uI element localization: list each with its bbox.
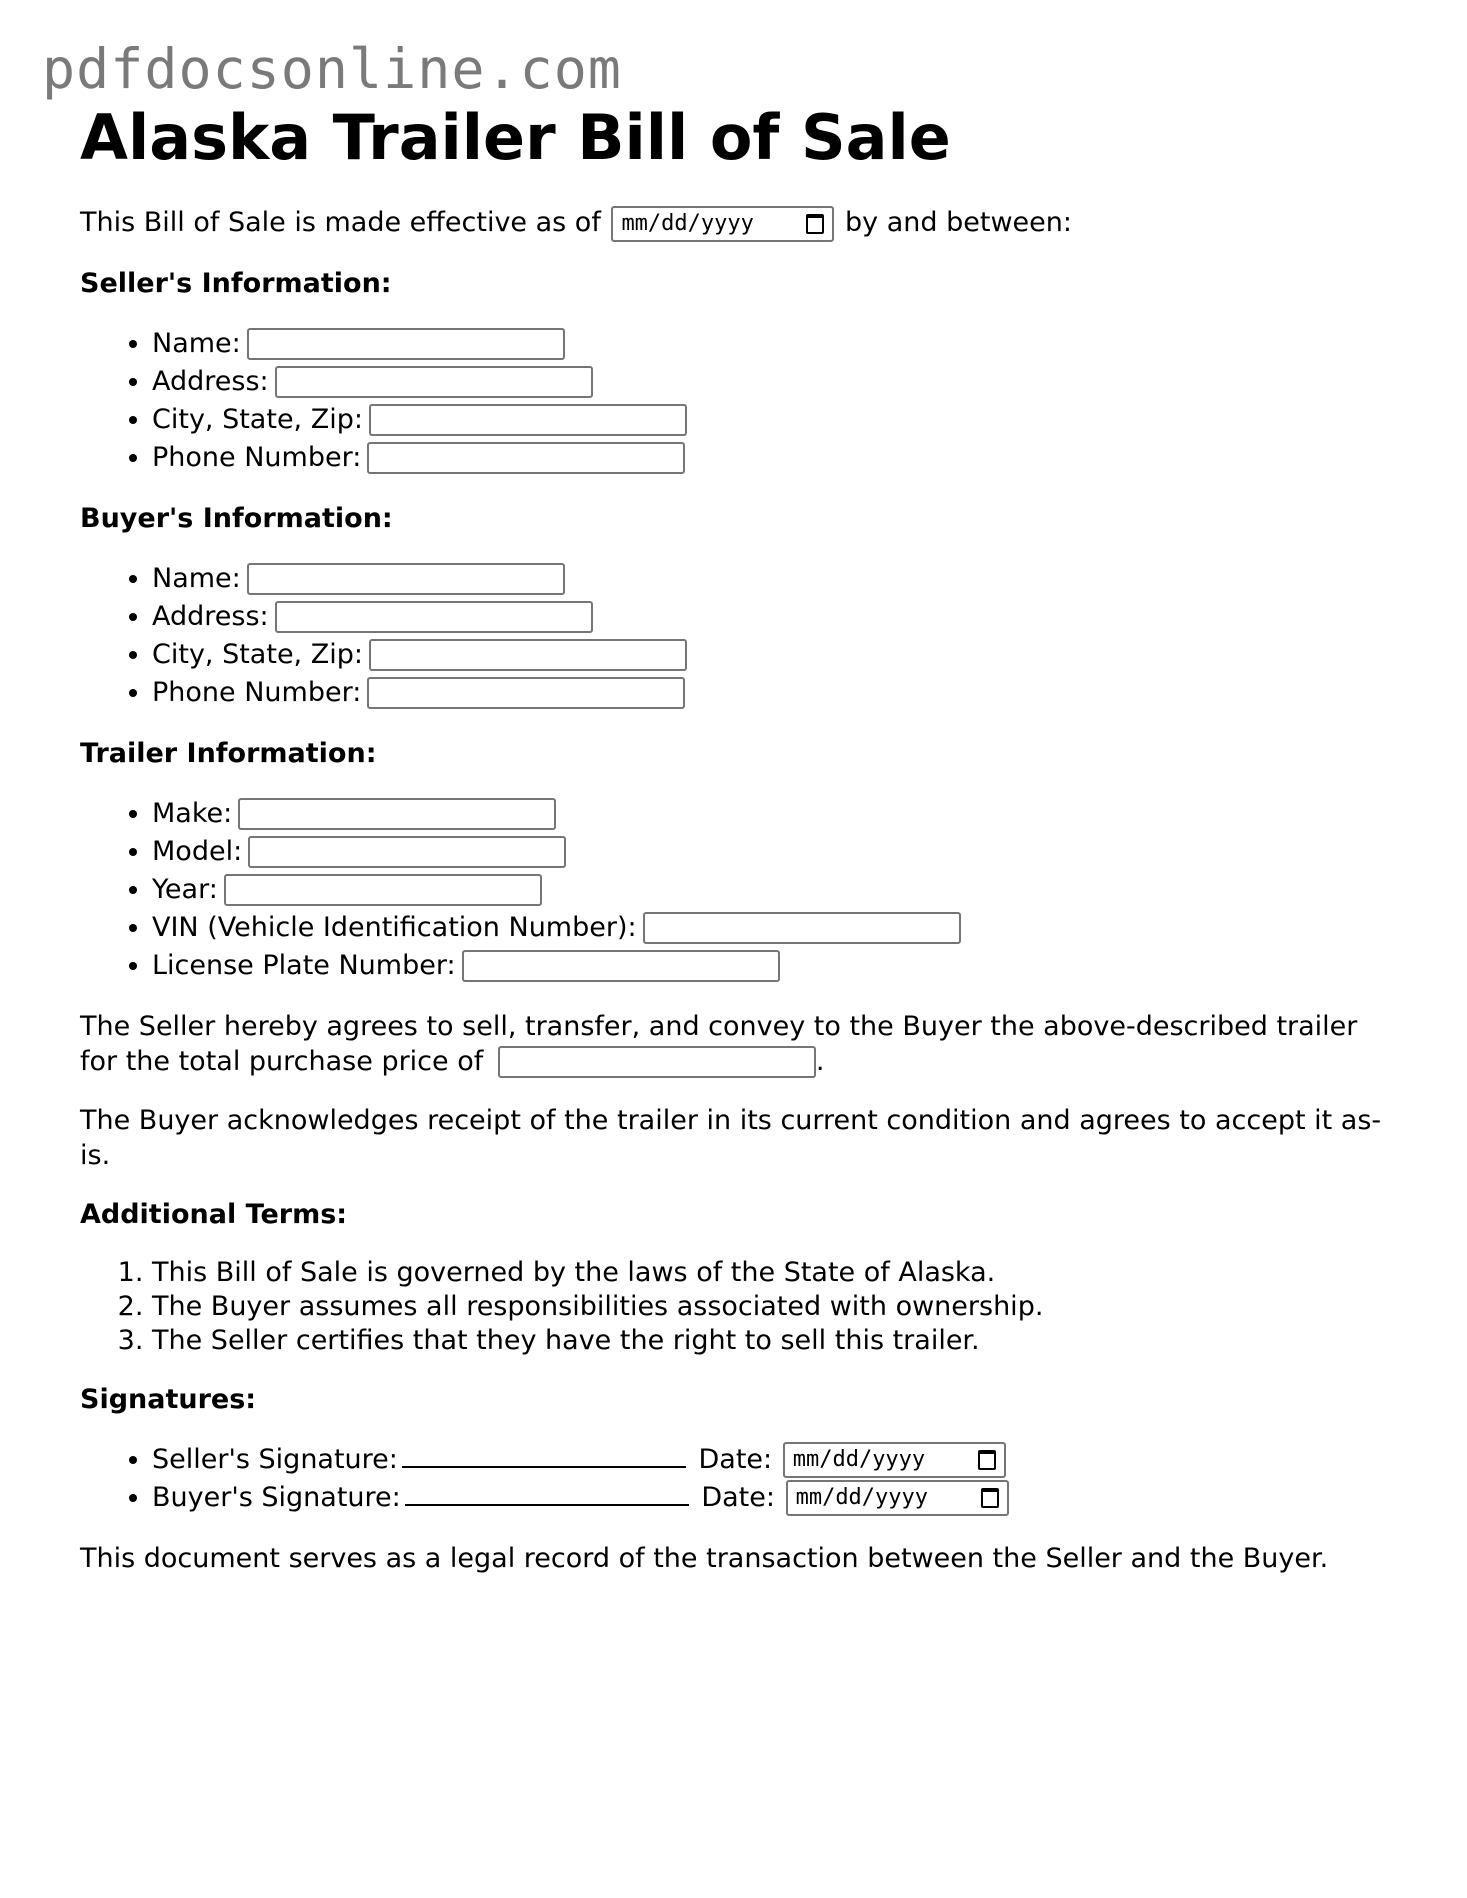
watermark: pdfdocsonline.com <box>42 37 622 101</box>
buyer-fields <box>80 560 1400 712</box>
seller-fields <box>80 325 1400 477</box>
trailer-heading: Trailer Information: <box>80 737 377 769</box>
buyer-heading: Buyer's Information: <box>80 502 393 534</box>
trailer-make-row: • Make: <box>152 795 1400 833</box>
seller-city-row: • City, State, Zip: <box>152 401 1400 439</box>
buyer-signature-line[interactable] <box>405 1480 689 1506</box>
term-item: 2. The Buyer assumes all responsibilities associated with ownership. <box>152 1290 1400 1324</box>
trailer-plate-input[interactable] <box>462 950 780 982</box>
trailer-year-input[interactable] <box>224 874 542 906</box>
trailer-year-row: • Year: <box>152 871 1400 909</box>
buyer-date-input[interactable]: mm/dd/yyyy <box>786 1480 1009 1516</box>
terms-list <box>80 1256 1400 1358</box>
term-item: 1. This Bill of Sale is governed by the laws of the State of Alaska. <box>152 1256 1400 1290</box>
seller-signature-line[interactable] <box>402 1442 686 1468</box>
effective-date-input[interactable]: mm/dd/yyyy <box>611 206 834 242</box>
buyer-phone-row: • Phone Number: <box>152 674 1400 712</box>
trailer-make-input[interactable] <box>238 798 556 830</box>
signatures-list <box>80 1441 1400 1517</box>
seller-signature-row: • Seller's Signature: Date: mm/dd/yyyy <box>152 1441 1400 1479</box>
seller-phone-row: • Phone Number: <box>152 439 1400 477</box>
terms-heading: Additional Terms: <box>80 1198 348 1230</box>
intro-paragraph <box>80 205 1400 242</box>
seller-address-row: • Address: <box>152 363 1400 401</box>
trailer-model-input[interactable] <box>248 836 566 868</box>
document-body <box>80 205 1400 1576</box>
buyer-phone-input[interactable] <box>367 677 685 709</box>
seller-name-row: • Name: <box>152 325 1400 363</box>
intro-text-after: by and between: <box>845 207 1072 238</box>
buyer-city-row: • City, State, Zip: <box>152 636 1400 674</box>
trailer-fields <box>80 795 1400 985</box>
purchase-price-input[interactable] <box>498 1046 816 1078</box>
trailer-vin-input[interactable] <box>643 912 961 944</box>
intro-text-before: This Bill of Sale is made effective as of <box>80 207 601 238</box>
buyer-name-row: • Name: <box>152 560 1400 598</box>
buyer-signature-row: • Buyer's Signature: Date: mm/dd/yyyy <box>152 1479 1400 1517</box>
trailer-plate-row: • License Plate Number: <box>152 947 1400 985</box>
seller-address-input[interactable] <box>275 366 593 398</box>
calendar-icon <box>806 214 824 234</box>
closing-paragraph: This document serves as a legal record of the transaction between the Seller and the Buyer. <box>80 1542 1329 1574</box>
seller-heading: Seller's Information: <box>80 267 392 299</box>
seller-name-input[interactable] <box>247 328 565 360</box>
calendar-icon <box>981 1488 999 1508</box>
buyer-address-input[interactable] <box>275 601 593 633</box>
seller-date-input[interactable]: mm/dd/yyyy <box>783 1442 1006 1478</box>
trailer-vin-row: • VIN (Vehicle Identification Number): <box>152 909 1400 947</box>
seller-city-input[interactable] <box>369 404 687 436</box>
buyer-name-input[interactable] <box>247 563 565 595</box>
calendar-icon <box>978 1450 996 1470</box>
seller-phone-input[interactable] <box>367 442 685 474</box>
buyer-city-input[interactable] <box>369 639 687 671</box>
buyer-address-row: • Address: <box>152 598 1400 636</box>
signatures-heading: Signatures: <box>80 1383 257 1415</box>
trailer-model-row: • Model: <box>152 833 1400 871</box>
sale-paragraph: The Seller hereby agrees to sell, transfer, and convey to the Buyer the above-described trailer for the total purchase price of . <box>80 1010 1358 1077</box>
term-item: 3. The Seller certifies that they have the right to sell this trailer. <box>152 1324 1400 1358</box>
page-title: Alaska Trailer Bill of Sale <box>80 101 951 174</box>
acknowledge-paragraph: The Buyer acknowledges receipt of the trailer in its current condition and agrees to accept it as-is. <box>80 1104 1382 1171</box>
